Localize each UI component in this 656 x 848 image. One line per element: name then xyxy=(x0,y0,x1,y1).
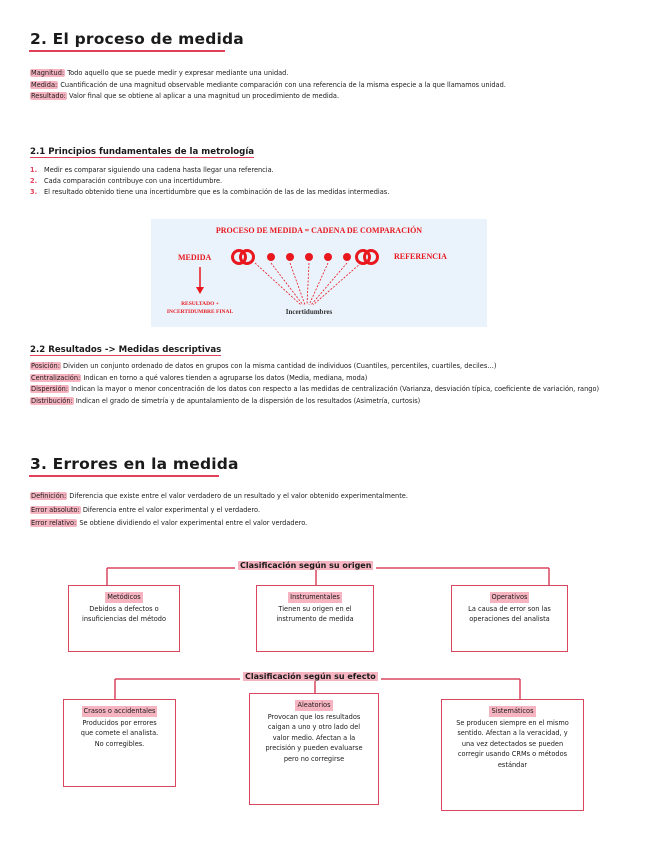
effect-box-sistematicos xyxy=(441,699,584,811)
origin-box-instrumentales xyxy=(256,585,374,652)
effect-box-crasos xyxy=(63,699,176,787)
origin-box-operativos xyxy=(451,585,568,652)
term: Centralización: xyxy=(31,373,81,382)
def-text: Cuantificación de una magnitud observable mediante comparación con una referencia de la misma especie a la que llamamos unidad. xyxy=(58,80,506,89)
item-number: 3. xyxy=(30,188,38,196)
term: Medida: xyxy=(31,80,58,89)
term: Posición: xyxy=(31,362,60,370)
def-text: Diferencia entre el valor experimental y el verdadero. xyxy=(80,505,261,514)
term: Error absoluto: xyxy=(31,505,80,514)
result-line2: INCERTIDUMBRE FINAL xyxy=(166,309,234,315)
section3-title: 3. Errores en la medida xyxy=(30,455,239,473)
item-text: El resultado obtenido tiene una incertidumbre que es la combinación de las de las medidas intermedias. xyxy=(44,188,390,196)
origin-classification-title xyxy=(235,561,376,570)
def-text: Indican en torno a qué valores tienden a agruparse los datos (Media, mediana, moda) xyxy=(81,373,368,382)
item-number: 2. xyxy=(30,177,38,185)
effect-box-aleatorios xyxy=(249,693,379,805)
term: Distribución: xyxy=(31,396,73,405)
def-text: Todo aquello que se puede medir y expresar mediante una unidad. xyxy=(65,69,289,77)
term: Error relativo: xyxy=(31,519,77,527)
def-text: Se obtiene dividiendo el valor experimental entre el valor verdadero. xyxy=(77,519,308,527)
box-title: Metódicos xyxy=(107,593,141,601)
def-text: Diferencia que existe entre el valor verdadero de un resultado y el valor obtenido experimentalmente. xyxy=(67,492,408,500)
def-text: Valor final que se obtiene al aplicar a una magnitud un procedimiento de medida. xyxy=(66,92,340,100)
box-title: Sistemáticos xyxy=(491,707,534,715)
def-text: Indican la mayor o menor concentración de los datos con respecto a las medidas de centralización (Varianza, desviación típica, coeficiente de variación, rango) xyxy=(69,385,600,393)
effect-title-text: Clasificación según su efecto xyxy=(245,672,376,681)
box-text: Se producen siempre en el mismo sentido. Afectan a la veracidad, y una vez detectados se pueden corregir usando CRMs o métodos estándar xyxy=(456,718,569,769)
origin-box-metodicos xyxy=(68,585,180,652)
item-text: Cada comparación contribuye con una incertidumbre. xyxy=(44,177,223,185)
box-text: Debidos a defectos o insuficiencias del método xyxy=(82,604,166,623)
section2-title: 2. El proceso de medida xyxy=(30,30,244,48)
def-text: Indican el grado de simetría y de apuntalamiento de la dispersión de los resultados (Asimetría, curtosis) xyxy=(73,396,421,405)
diagram-title: PROCESO DE MEDIDA = CADENA DE COMPARACIÓN xyxy=(215,226,423,235)
origin-title-text: Clasificación según su origen xyxy=(240,561,372,570)
box-title: Aleatorios xyxy=(297,701,331,709)
term: Magnitud: xyxy=(31,69,65,77)
box-text: Provocan que los resultados caigan a uno y otro lado del valor medio. Afectan a la precisión y pueden evaluarse pero no corregirse xyxy=(265,712,363,763)
box-title: Operativos xyxy=(491,593,528,601)
result-line1: RESULTADO + xyxy=(181,301,219,307)
section21-title-text: 2.1 Principios fundamentales de la metrología xyxy=(30,147,255,157)
box-text: Producidos por errores que comete el analista. No corregibles. xyxy=(80,718,159,748)
item-text: Medir es comparar siguiendo una cadena hasta llegar una referencia. xyxy=(44,166,274,174)
box-title: Crasos o accidentales xyxy=(83,707,156,715)
term: Definición: xyxy=(31,492,67,500)
diagram-right-label: REFERENCIA xyxy=(394,252,447,261)
box-text: Tienen su origen en el instrumento de medida xyxy=(276,604,354,623)
diagram-left-label: MEDIDA xyxy=(178,253,212,262)
box-text: La causa de error son las operaciones del analista xyxy=(468,604,551,623)
box-title: Instrumentales xyxy=(290,593,340,601)
uncertainties-label: Incertidumbres xyxy=(285,308,333,316)
term: Resultado: xyxy=(31,92,66,100)
effect-classification-title xyxy=(240,672,381,681)
item-number: 1. xyxy=(30,166,38,174)
def-text: Dividen un conjunto ordenado de datos en grupos con la misma cantidad de individuos (Cuantiles, percentiles, cuartiles, deciles…) xyxy=(60,362,497,370)
section22-title-text: 2.2 Resultados -> Medidas descriptivas xyxy=(30,345,222,355)
term: Dispersión: xyxy=(31,385,68,393)
